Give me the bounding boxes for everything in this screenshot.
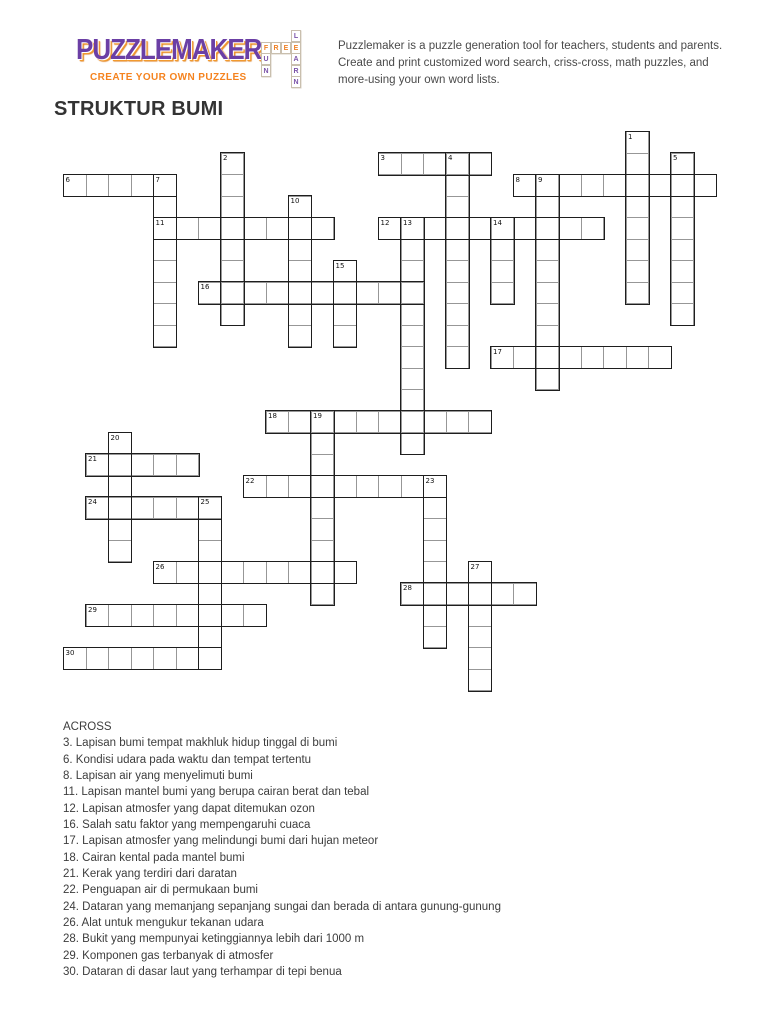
grid-cell [288, 475, 312, 498]
cell-number-30: 30 [65, 648, 75, 657]
grid-cell [423, 153, 447, 176]
grid-cell [513, 217, 537, 240]
grid-cell [108, 454, 132, 477]
grid-cell [423, 626, 447, 649]
cell-number-13: 13 [403, 218, 412, 227]
grid-cell [221, 282, 245, 305]
grid-cell [311, 432, 335, 455]
grid-cell [536, 260, 560, 283]
grid-cell [243, 282, 267, 305]
grid-cell [671, 196, 695, 219]
grid-cell [243, 475, 267, 498]
grid-cell [131, 454, 155, 477]
grid-cell [221, 604, 245, 627]
logo-tile-n: N [261, 65, 271, 77]
grid-cell [491, 282, 515, 305]
grid-cell [108, 432, 132, 455]
grid-cell [491, 260, 515, 283]
cell-number-16: 16 [200, 283, 210, 291]
grid-cell [626, 239, 650, 262]
puzzlemaker-logo-tagline: CREATE YOUR OWN PUZZLES [90, 72, 247, 83]
clues-section [63, 721, 723, 983]
across-clue-30: 30. Dataran di dasar laut yang terhampar di tepi benua [63, 966, 342, 979]
grid-cell [468, 561, 492, 584]
grid-cell [153, 282, 177, 305]
grid-cell [108, 497, 132, 520]
free-fun-learn-crossword-icon [261, 30, 303, 88]
grid-cell [423, 604, 447, 627]
grid-cell [513, 583, 537, 606]
grid-cell [401, 153, 425, 176]
grid-cell [108, 518, 132, 541]
grid-cell [378, 411, 402, 434]
across-clue-list [63, 737, 723, 982]
grid-cell [423, 540, 447, 563]
grid-cell [491, 239, 515, 262]
across-clue-12: 12. Lapisan atmosfer yang dapat ditemukan ozon [63, 802, 315, 815]
grid-cell [221, 217, 245, 240]
cell-number-11: 11 [155, 218, 165, 227]
grid-cell [153, 604, 177, 627]
grid-cell [153, 239, 177, 262]
grid-cell [446, 217, 470, 240]
grid-cell [288, 411, 312, 434]
grid-cell [153, 325, 177, 348]
grid-cell [423, 561, 447, 584]
grid-cell [221, 196, 245, 219]
grid-cell [333, 475, 357, 498]
grid-cell [468, 604, 492, 627]
grid-cell [468, 669, 492, 692]
grid-cell [536, 346, 560, 369]
grid-cell [401, 325, 425, 348]
grid-cell [626, 260, 650, 283]
grid-cell [131, 604, 155, 627]
grid-cell [693, 174, 717, 197]
grid-cell [446, 260, 470, 283]
logo-tile-l: L [291, 30, 301, 42]
grid-cell [221, 561, 245, 584]
grid-cell [176, 647, 200, 670]
grid-cell [198, 647, 222, 670]
puzzlemaker-logo[interactable] [76, 32, 262, 83]
grid-cell [221, 303, 245, 326]
grid-cell [288, 260, 312, 283]
across-heading: ACROSS [63, 721, 112, 733]
grid-cell [108, 647, 132, 670]
grid-cell [86, 454, 110, 477]
grid-cell [603, 174, 627, 197]
grid-cell [288, 325, 312, 348]
across-clue-29: 29. Komponen gas terbanyak di atmosfer [63, 949, 274, 962]
grid-cell [446, 325, 470, 348]
cell-number-20: 20 [110, 433, 120, 442]
grid-cell [198, 217, 222, 240]
grid-cell [468, 411, 492, 434]
grid-cell [626, 153, 650, 176]
grid-cell [401, 346, 425, 369]
logo-tile-n: N [291, 76, 301, 88]
grid-cell [221, 239, 245, 262]
grid-cell [311, 475, 335, 498]
across-clue-11: 11. Lapisan mantel bumi yang berupa cairan berat dan tebal [63, 786, 370, 799]
grid-cell [108, 174, 132, 197]
across-clue-6: 6. Kondisi udara pada waktu dan tempat tertentu [63, 753, 312, 766]
grid-cell [446, 174, 470, 197]
grid-cell [333, 325, 357, 348]
grid-cell [536, 368, 560, 391]
cell-number-27: 27 [470, 562, 480, 571]
grid-cell [176, 561, 200, 584]
grid-cell [603, 346, 627, 369]
cell-number-18: 18 [268, 412, 277, 420]
grid-cell [198, 583, 222, 606]
grid-cell [423, 583, 447, 606]
across-clue-22: 22. Penguapan air di permukaan bumi [63, 884, 258, 897]
grid-cell [468, 583, 492, 606]
grid-cell [243, 217, 267, 240]
cell-number-23: 23 [425, 476, 435, 485]
across-clue-28: 28. Bukit yang mempunyai ketinggiannya lebih dari 1000 m [63, 933, 365, 946]
grid-cell [446, 153, 470, 176]
grid-cell [333, 282, 357, 305]
grid-cell [378, 282, 402, 305]
across-clue-18: 18. Cairan kental pada mantel bumi [63, 851, 245, 864]
grid-cell [288, 303, 312, 326]
logo-tile-u: U [261, 53, 271, 65]
across-clue-17: 17. Lapisan atmosfer yang melindungi bumi dari hujan meteor [63, 835, 379, 848]
grid-cell [626, 131, 650, 154]
grid-cell [536, 196, 560, 219]
grid-cell [153, 217, 177, 240]
grid-cell [468, 217, 492, 240]
grid-cell [401, 217, 425, 240]
grid-cell [198, 561, 222, 584]
grid-cell [311, 497, 335, 520]
grid-cell [131, 497, 155, 520]
grid-cell [401, 239, 425, 262]
grid-cell [266, 411, 290, 434]
cell-number-5: 5 [673, 154, 678, 162]
grid-cell [333, 303, 357, 326]
grid-cell [446, 239, 470, 262]
crossword-grid [63, 131, 718, 692]
grid-cell [423, 497, 447, 520]
site-description: Puzzlemaker is a puzzle generation tool for teachers, students and parents. Create and print customized word search, criss-cross, math puzzles, and more-using your own word lists. [338, 40, 723, 86]
cell-number-21: 21 [88, 455, 97, 463]
grid-cell [108, 540, 132, 563]
grid-cell [446, 303, 470, 326]
cell-number-3: 3 [380, 154, 385, 162]
cell-number-26: 26 [155, 562, 165, 571]
grid-cell [333, 411, 357, 434]
cell-number-4: 4 [448, 154, 453, 162]
grid-cell [333, 260, 357, 283]
grid-cell [356, 475, 380, 498]
grid-cell [468, 153, 492, 176]
grid-cell [581, 217, 605, 240]
grid-cell [333, 561, 357, 584]
cell-number-2: 2 [223, 154, 228, 162]
grid-cell [266, 475, 290, 498]
grid-cell [626, 346, 650, 369]
across-clue-8: 8. Lapisan air yang menyelimuti bumi [63, 770, 253, 783]
across-clue-3: 3. Lapisan bumi tempat makhluk hidup tinggal di bumi [63, 737, 338, 750]
across-clue-16: 16. Salah satu faktor yang mempengaruhi cuaca [63, 819, 311, 832]
grid-cell [401, 475, 425, 498]
cell-number-14: 14 [493, 218, 502, 227]
logo-tile-e: E [281, 42, 291, 54]
across-clue-24: 24. Dataran yang memanjang sepanjang sungai dan berada di antara gunung-gunung [63, 900, 501, 913]
grid-cell [536, 325, 560, 348]
grid-cell [86, 174, 110, 197]
grid-cell [86, 497, 110, 520]
cell-number-9: 9 [538, 175, 543, 184]
grid-cell [86, 604, 110, 627]
grid-cell [311, 561, 335, 584]
grid-cell [536, 303, 560, 326]
grid-cell [221, 174, 245, 197]
grid-cell [423, 518, 447, 541]
cell-number-12: 12 [380, 218, 390, 227]
grid-cell [513, 346, 537, 369]
grid-cell [446, 196, 470, 219]
cell-number-29: 29 [88, 605, 97, 614]
grid-cell [468, 647, 492, 670]
grid-cell [153, 196, 177, 219]
grid-cell [536, 174, 560, 197]
cell-number-1: 1 [628, 132, 633, 141]
cell-number-22: 22 [245, 476, 255, 485]
grid-cell [401, 583, 425, 606]
grid-cell [468, 626, 492, 649]
grid-cell [558, 217, 582, 240]
grid-cell [626, 217, 650, 240]
grid-cell [401, 282, 425, 305]
grid-cell [153, 454, 177, 477]
puzzlemaker-logo-wordmark: PUZZLEMAKER [76, 32, 262, 66]
grid-cell [401, 303, 425, 326]
grid-cell [626, 282, 650, 305]
grid-cell [311, 411, 335, 434]
grid-cell [446, 346, 470, 369]
grid-cell [401, 368, 425, 391]
grid-cell [671, 282, 695, 305]
grid-cell [176, 604, 200, 627]
grid-cell [513, 174, 537, 197]
grid-cell [131, 647, 155, 670]
grid-cell [176, 497, 200, 520]
grid-cell [176, 454, 200, 477]
grid-cell [423, 411, 447, 434]
across-clue-21: 21. Kerak yang terdiri dari daratan [63, 868, 237, 881]
grid-cell [648, 346, 672, 369]
grid-cell [671, 153, 695, 176]
grid-cell [221, 260, 245, 283]
grid-cell [401, 411, 425, 434]
grid-cell [198, 604, 222, 627]
grid-cell [176, 217, 200, 240]
cell-number-15: 15 [335, 261, 345, 270]
grid-cell [311, 282, 335, 305]
cell-number-28: 28 [403, 584, 412, 592]
cell-number-19: 19 [313, 412, 322, 420]
grid-cell [446, 411, 470, 434]
grid-cell [401, 389, 425, 412]
grid-cell [288, 196, 312, 219]
grid-cell [671, 303, 695, 326]
page-title: STRUKTUR BUMI [54, 98, 224, 120]
grid-cell [221, 153, 245, 176]
grid-cell [153, 561, 177, 584]
grid-cell [378, 475, 402, 498]
grid-cell [626, 174, 650, 197]
grid-cell [401, 260, 425, 283]
across-clue-26: 26. Alat untuk mengukur tekanan udara [63, 917, 264, 930]
logo-tile-r: R [291, 65, 301, 77]
grid-cell [266, 217, 290, 240]
grid-cell [536, 239, 560, 262]
grid-cell [198, 540, 222, 563]
cell-number-24: 24 [88, 498, 97, 506]
grid-cell [626, 196, 650, 219]
grid-cell [671, 260, 695, 283]
grid-cell [198, 626, 222, 649]
grid-cell [581, 174, 605, 197]
grid-cell [671, 217, 695, 240]
cell-number-8: 8 [515, 175, 520, 184]
grid-cell [153, 497, 177, 520]
cell-number-17: 17 [493, 347, 502, 356]
grid-cell [153, 647, 177, 670]
grid-cell [671, 239, 695, 262]
grid-cell [581, 346, 605, 369]
grid-cell [536, 282, 560, 305]
grid-cell [491, 217, 515, 240]
grid-cell [198, 497, 222, 520]
grid-cell [401, 432, 425, 455]
grid-cell [198, 282, 222, 305]
grid-cell [266, 282, 290, 305]
grid-cell [288, 239, 312, 262]
logo-tile-r: R [271, 42, 281, 54]
grid-cell [558, 174, 582, 197]
logo-tile-e: E [291, 42, 301, 54]
grid-cell [423, 475, 447, 498]
grid-cell [243, 561, 267, 584]
grid-cell [288, 282, 312, 305]
grid-cell [86, 647, 110, 670]
grid-cell [198, 518, 222, 541]
grid-cell [423, 217, 447, 240]
logo-tile-f: F [261, 42, 271, 54]
grid-cell [108, 604, 132, 627]
grid-cell [266, 561, 290, 584]
grid-cell [153, 260, 177, 283]
grid-cell [311, 583, 335, 606]
grid-cell [311, 217, 335, 240]
cell-number-6: 6 [65, 175, 70, 184]
grid-cell [446, 583, 470, 606]
grid-cell [536, 217, 560, 240]
grid-cell [491, 346, 515, 369]
grid-cell [671, 174, 695, 197]
grid-cell [108, 475, 132, 498]
grid-cell [153, 174, 177, 197]
grid-cell [648, 174, 672, 197]
grid-cell [378, 153, 402, 176]
grid-cell [446, 282, 470, 305]
grid-cell [311, 518, 335, 541]
logo-tile-a: A [291, 53, 301, 65]
grid-cell [356, 411, 380, 434]
cell-number-25: 25 [200, 498, 210, 506]
grid-cell [288, 217, 312, 240]
grid-cell [558, 346, 582, 369]
grid-cell [63, 174, 87, 197]
grid-cell [243, 604, 267, 627]
grid-cell [288, 561, 312, 584]
cell-number-10: 10 [290, 197, 300, 205]
cell-number-7: 7 [155, 175, 160, 184]
grid-cell [491, 583, 515, 606]
grid-cell [378, 217, 402, 240]
grid-cell [63, 647, 87, 670]
grid-cell [356, 282, 380, 305]
grid-cell [311, 454, 335, 477]
grid-cell [131, 174, 155, 197]
grid-cell [153, 303, 177, 326]
grid-cell [311, 540, 335, 563]
